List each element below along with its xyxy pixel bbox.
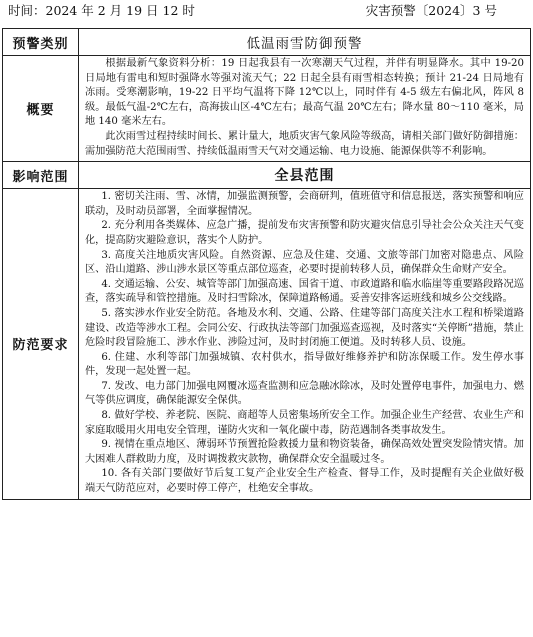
measure-item: 9. 视情在重点地区、薄弱环节预置抢险救援力量和物资装备，确保高效处置突发险情灾情。加大困难人群救助力度，及时调拨救灾款物，确保群众安全温暖过冬。 — [85, 439, 524, 465]
scope-label: 影响范围 — [3, 162, 79, 189]
measure-item: 10. 各有关部门要做好节后复工复产企业安全生产检查、督导工作，及时提醒有关企业做好极端天气防范应对，必要时停工停产，杜绝安全事故。 — [85, 468, 524, 495]
row-scope — [3, 162, 531, 189]
document-header — [0, 0, 533, 26]
overview-text — [79, 56, 531, 162]
measure-item: 4. 交通运输、公安、城管等部门加强高速、国省干道、市政道路和临水临崖等重要路段路况巡查，落实疏导和管控措施。及时扫雪除冰，保障道路畅通。妥善安排客运班线和城乡公交线路。 — [85, 278, 524, 305]
overview-paragraph: 根据最新气象资料分析：19 日起我县有一次寒潮天气过程，并伴有明显降水。其中 19-20 日局地有雷电和短时强降水等强对流天气；22 日起全县有雨雪相态转换；预计 21-24 日局地有冻雨。受寒潮影响，19-22 日平均气温将下降 12℃以上，同时伴有 4-5 级左右偏北风，阵风 8 级。最低气温-2℃左右，高海拔山区-4℃左右；最高气温 20℃左右；降水量 80～110 毫米，局地 140 毫米左右。 — [85, 58, 524, 128]
measure-item: 6. 住建、水利等部门加强城镇、农村供水，指导做好维修养护和防冻保暖工作。发生停水事件，发现一起处置一起。 — [85, 351, 524, 378]
measure-item: 3. 高度关注地质灾害风险。自然资源、应急及住建、交通、文旅等部门加密对隐患点、风险区、沿山道路、涉山涉水景区等重点部位巡查，必要时提前转移人员，确保群众生命财产安全。 — [85, 249, 524, 276]
issue-time: 时间：2024 年 2 月 19 日 12 时 — [8, 3, 195, 18]
measures-label: 防范要求 — [3, 189, 79, 499]
measure-item: 5. 落实涉水作业安全防范。各地及水利、交通、公路、住建等部门高度关注水工程和桥梁道路建设、改造等涉水工程。会同公安、行政执法等部门加强巡查巡视，及时落实“关停断”措施，禁止危险时段冒险施工、涉水作业、涉险过河，及时封闭施工便道。及时转移人员、设施。 — [85, 307, 524, 349]
measure-item: 7. 发改、电力部门加强电网覆冰巡查监测和应急融冰除冰，及时处置停电事件，加强电力、燃气等供应调度，确保能源安全保供。 — [85, 380, 524, 407]
overview-paragraph: 此次雨雪过程持续时间长、累计量大，地质灾害气象风险等级高，请相关部门做好防御措施：需加强防范大范围雨雪、持续低温雨雪天气对交通运输、电力设施、能源保供等不利影响。 — [85, 130, 524, 157]
overview-label: 概要 — [3, 56, 79, 162]
measure-item: 2. 充分利用各类媒体、应急广播，提前发布灾害预警和防灾避灾信息引导社会公众关注天气变化，提高防灾避险意识，落实个人防护。 — [85, 220, 524, 246]
category-value: 低温雨雪防御预警 — [79, 29, 531, 56]
category-label: 预警类别 — [3, 29, 79, 56]
row-measures — [3, 189, 531, 499]
row-category — [3, 29, 531, 56]
row-overview — [3, 56, 531, 162]
measure-item: 1. 密切关注雨、雪、冰情，加强监测预警，会商研判，值班值守和信息报送，落实预警和响应联动，及时动员部署，全面掌握情况。 — [85, 191, 524, 217]
scope-value: 全县范围 — [79, 162, 531, 189]
warning-number: 灾害预警〔2024〕3 号 — [365, 3, 497, 18]
measures-text — [79, 189, 531, 499]
warning-table — [2, 28, 531, 500]
measure-item: 8. 做好学校、养老院、医院、商超等人员密集场所安全工作。加强企业生产经营、农业生产和家庭取暖用火用电安全管理，谨防火灾和一氧化碳中毒，防范遇制各类事故发生。 — [85, 410, 524, 436]
